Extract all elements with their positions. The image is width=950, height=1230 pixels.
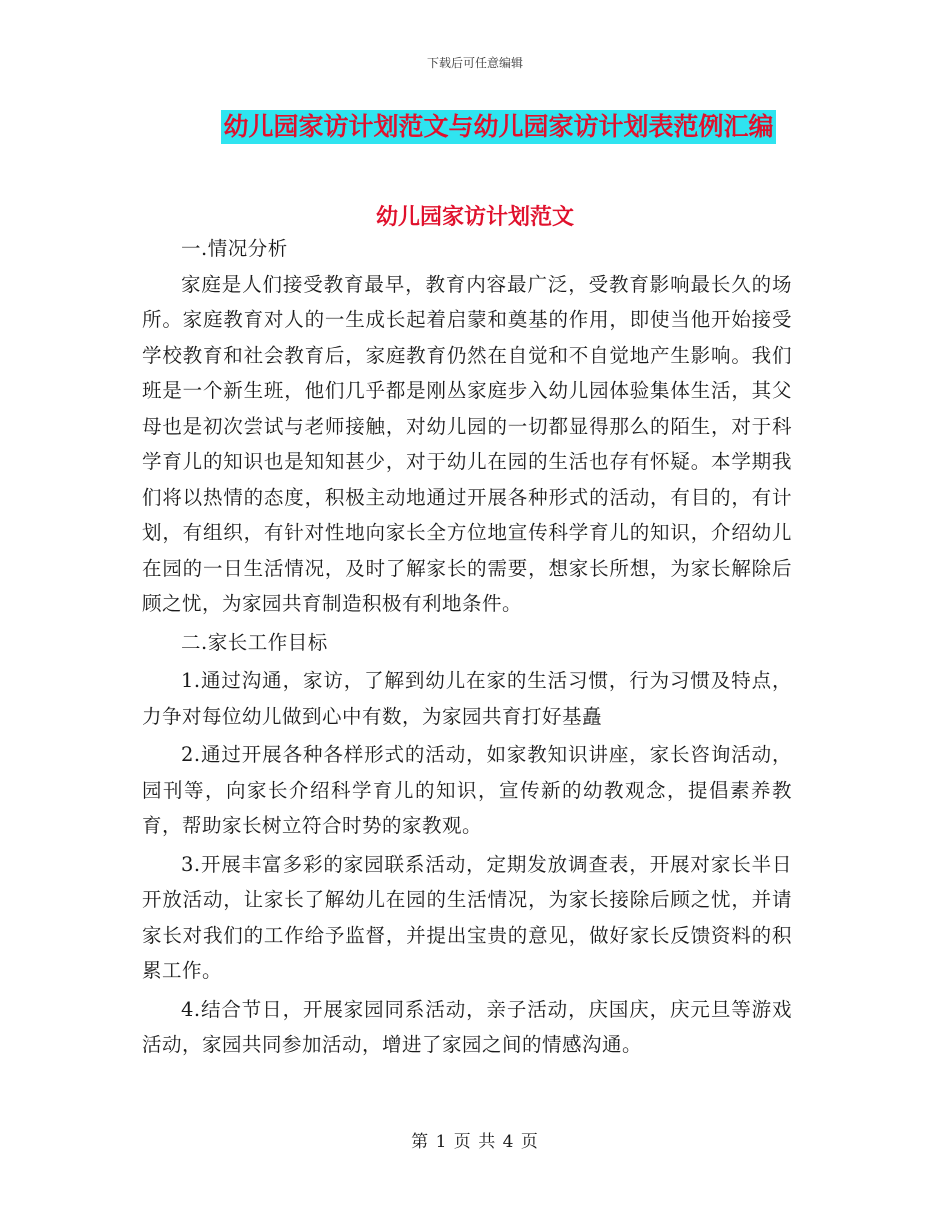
paragraph-goal-3: 3.开展丰富多彩的家园联系活动，定期发放调查表，开展对家长半日开放活动，让家长了解幼儿在园的生活情况，为家长接除后顾之忧，并请家长对我们的工作给予监督，并提出宝贵的意见，做好家长反馈资料的积累工作。 [142, 852, 792, 982]
paragraph-goal-4: 4.结合节日，开展家园同系活动，亲子活动，庆国庆，庆元旦等游戏活动，家园共同参加活动，增进了家园之间的情感沟通。 [142, 997, 792, 1056]
document-body [142, 231, 792, 1063]
heading-parent-work-goals: 二.家长工作目标 [181, 630, 328, 654]
paragraph-goal-1: 1.通过沟通，家访，了解到幼儿在家的生活习惯，行为习惯及特点，力争对每位幼儿做到心中有数，为家园共育打好基矗 [142, 669, 792, 728]
heading-situation-analysis: 一.情况分析 [181, 237, 288, 260]
page-header-note: 下载后可任意编辑 [426, 56, 523, 70]
paragraph-goal-2: 2.通过开展各种各样形式的活动，如家教知识讲座，家长咨询活动，园刊等，向家长介绍科学育儿的知识，宣传新的幼教观念，提倡素养教育，帮助家长树立符合时势的家教观。 [142, 743, 792, 837]
paragraph-situation-analysis: 家庭是人们接受教育最早，教育内容最广泛，受教育影响最长久的场所。家庭教育对人的一生成长起着启蒙和奠基的作用，即使当他开始接受学校教育和社会教育后，家庭教育仍然在自觉和不自觉地产生影响。我们班是一个新生班，他们几乎都是刚丛家庭步入幼儿园体验集体生活，其父母也是初次尝试与老师接触，对幼儿园的一切都显得那么的陌生，对于科学育儿的知识也是知知甚少，对于幼儿在园的生活也存有怀疑。本学期我们将以热情的态度，积极主动地通过开展各种形式的活动，有目的，有计划，有组织，有针对性地向家长全方位地宣传科学育儿的知识，介绍幼儿在园的一日生活情况，及时了解家长的需要，想家长所想，为家长解除后顾之忧，为家园共育制造积极有利地条件。 [142, 272, 792, 615]
document-title: 幼儿园家访计划范文与幼儿园家访计划表范例汇编 [221, 110, 775, 144]
page-footer-page-number: 第 1 页 共 4 页 [411, 1132, 539, 1152]
document-title-container [0, 110, 950, 144]
section-title: 幼儿园家访计划范文 [375, 205, 574, 230]
